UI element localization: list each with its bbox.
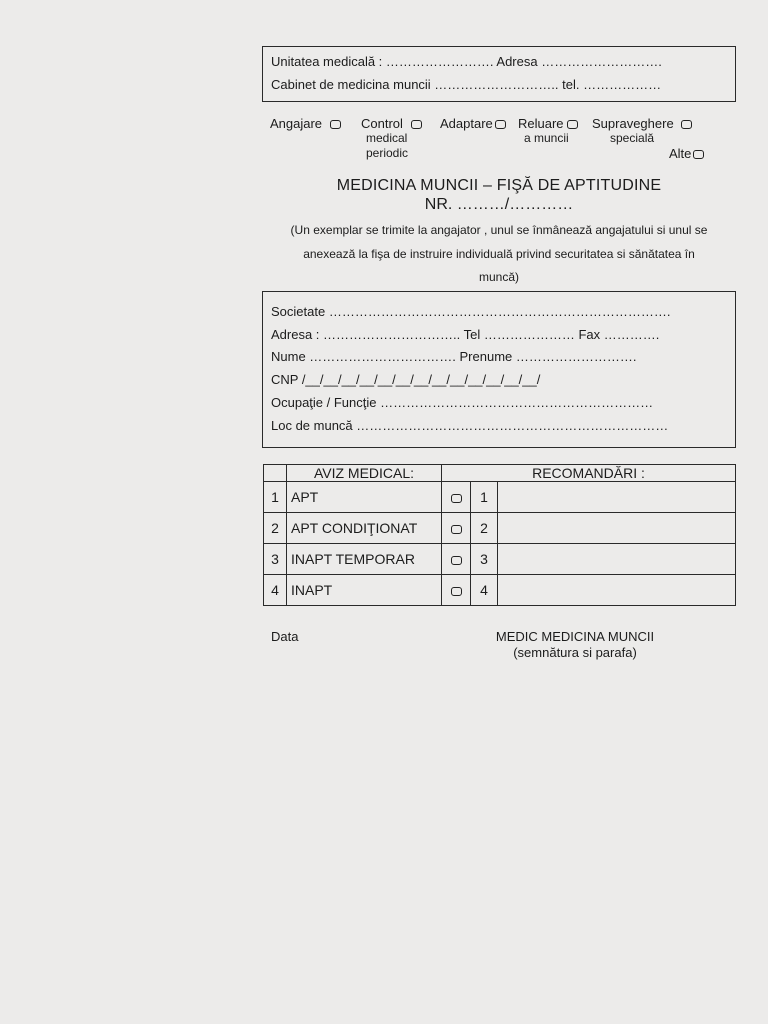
- adaptare-label: Adaptare: [440, 116, 493, 131]
- alte-checkbox[interactable]: [693, 150, 704, 159]
- apt-conditionat-checkbox[interactable]: [451, 525, 462, 534]
- inapt-temporar-checkbox[interactable]: [451, 556, 462, 565]
- supraveghere-checkbox[interactable]: [681, 120, 692, 129]
- note-line-3: muncă): [478, 270, 519, 284]
- reluare-checkbox[interactable]: [567, 120, 578, 129]
- loc-munca-field[interactable]: Loc de muncă ………………………………………………………………: [271, 418, 669, 433]
- ocupatie-field[interactable]: Ocupaţie / Funcţie ………………………………………………………: [271, 395, 654, 410]
- societate-field[interactable]: Societate …………………………………………………………………….: [271, 304, 671, 319]
- angajare-checkbox[interactable]: [330, 120, 341, 129]
- aviz-checkbox-cell[interactable]: [442, 544, 471, 575]
- aviz-row: [264, 513, 736, 544]
- aviz-row-num: 4: [264, 575, 287, 606]
- aviz-row-label: APT CONDIŢIONAT: [287, 513, 442, 544]
- control-label-2: medical: [366, 131, 408, 145]
- cnp-field[interactable]: CNP /__/__/__/__/__/__/__/__/__/__/__/__/__/: [271, 372, 541, 387]
- data-label: Data: [271, 629, 299, 644]
- rec-row-num: 3: [471, 544, 498, 575]
- aviz-row-label: APT: [287, 482, 442, 513]
- aviz-row-label: INAPT TEMPORAR: [287, 544, 442, 575]
- note-line-1: (Un exemplar se trimite la angajator , unul se înmânează angajatului si unul se: [290, 223, 708, 237]
- aviz-row: [264, 482, 736, 513]
- aviz-row-num: 1: [264, 482, 287, 513]
- aviz-header-blank: [264, 465, 287, 482]
- rec-field[interactable]: [498, 544, 736, 575]
- rec-row-num: 1: [471, 482, 498, 513]
- adresa-field[interactable]: Adresa : ………………………….. Tel ………………… Fax ………….: [271, 327, 660, 342]
- type-angajare[interactable]: [270, 116, 341, 131]
- semnatura-label[interactable]: (semnătura si parafa): [513, 645, 637, 660]
- aviz-header-row: [264, 465, 736, 482]
- rec-row-num: 4: [471, 575, 498, 606]
- nume-field[interactable]: Nume ……………………………. Prenume ……………………….: [271, 349, 637, 364]
- angajare-label: Angajare: [270, 116, 323, 131]
- aviz-row: [264, 575, 736, 606]
- aviz-table: [263, 464, 736, 606]
- type-reluare[interactable]: [518, 116, 578, 146]
- aviz-row: [264, 544, 736, 575]
- person-box: [262, 291, 736, 448]
- supraveghere-label-2: specială: [610, 131, 655, 145]
- control-label-3: periodic: [366, 146, 409, 160]
- adaptare-checkbox[interactable]: [495, 120, 506, 129]
- rec-row-num: 2: [471, 513, 498, 544]
- note-line-2: anexează la fişa de instruire individuală privind securitatea si sănătatea în: [303, 247, 695, 261]
- recomandari-header: RECOMANDĂRI :: [442, 465, 736, 482]
- unitatea-line[interactable]: Unitatea medicală : ……………………. Adresa ……………………….: [271, 54, 662, 69]
- fisa-number[interactable]: NR. ………/…………: [424, 196, 574, 213]
- control-checkbox[interactable]: [411, 120, 422, 129]
- supraveghere-label: Supraveghere: [592, 116, 674, 131]
- aviz-checkbox-cell[interactable]: [442, 513, 471, 544]
- type-supraveghere[interactable]: [592, 116, 692, 146]
- rec-field[interactable]: [498, 482, 736, 513]
- type-alte[interactable]: [669, 146, 704, 161]
- rec-field[interactable]: [498, 575, 736, 606]
- aviz-header: AVIZ MEDICAL:: [287, 465, 442, 482]
- cabinet-line[interactable]: Cabinet de medicina muncii ……………………….. tel. ………………: [271, 77, 662, 92]
- aviz-row-num: 2: [264, 513, 287, 544]
- rec-field[interactable]: [498, 513, 736, 544]
- reluare-label-2: a muncii: [524, 131, 569, 145]
- inapt-checkbox[interactable]: [451, 587, 462, 596]
- header-box: [262, 46, 736, 102]
- aviz-checkbox-cell[interactable]: [442, 482, 471, 513]
- medic-label: MEDIC MEDICINA MUNCII: [495, 629, 655, 644]
- alte-label: Alte: [669, 146, 692, 161]
- type-control[interactable]: [361, 116, 422, 161]
- type-adaptare[interactable]: [440, 116, 506, 131]
- apt-checkbox[interactable]: [451, 494, 462, 503]
- page-title: MEDICINA MUNCII – FIŞĂ DE APTITUDINE: [336, 177, 662, 194]
- aviz-row-label: INAPT: [287, 575, 442, 606]
- aviz-checkbox-cell[interactable]: [442, 575, 471, 606]
- control-label: Control: [361, 116, 403, 131]
- aviz-row-num: 3: [264, 544, 287, 575]
- reluare-label: Reluare: [518, 116, 564, 131]
